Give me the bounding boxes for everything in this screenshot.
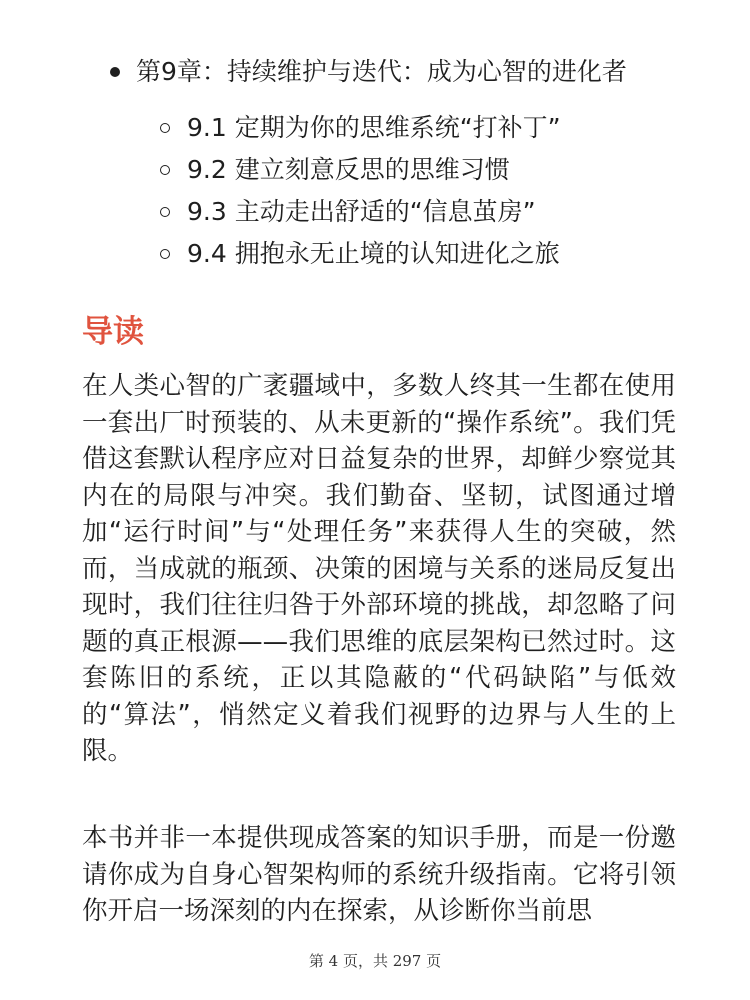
bullet-circle-icon	[160, 165, 170, 175]
section-item	[160, 149, 561, 191]
bullet-circle-icon	[160, 207, 170, 217]
bullet-circle-icon	[160, 123, 170, 133]
section-label: 9.1 定期为你的思维系统“打补丁”	[187, 113, 561, 142]
section-list	[160, 107, 561, 275]
bullet-circle-icon	[160, 249, 170, 259]
chapter-title: 第9章：持续维护与迭代：成为心智的进化者	[136, 57, 627, 86]
chapter-list-item	[110, 52, 627, 92]
bullet-disc-icon	[110, 67, 120, 77]
page-number: 第 4 页，共 297 页	[308, 952, 442, 970]
intro-paragraph: 在人类心智的广袤疆域中，多数人终其一生都在使用一套出厂时预装的、从未更新的“操作系统”。我们凭借这套默认程序应对日益复杂的世界，却鲜少察觉其内在的局限与冲突。我们勤奋、坚韧，试图通过增加“运行时间”与“处理任务”来获得人生的突破，然而，当成就的瓶颈、决策的困境与关系的迷局反复出现时，我们往往归咎于外部环境的挑战，却忽略了问题的真正根源——我们思维的底层架构已然过时。这套陈旧的系统，正以其隐蔽的“代码缺陷”与低效的“算法”，悄然定义着我们视野的边界与人生的上限。	[82, 371, 676, 766]
section-item	[160, 233, 561, 275]
section-label: 9.3 主动走出舒适的“信息茧房”	[187, 197, 536, 226]
intro-heading: 导读	[82, 314, 144, 350]
section-label: 9.2 建立刻意反思的思维习惯	[187, 155, 510, 184]
intro-paragraph: 本书并非一本提供现成答案的知识手册，而是一份邀请你成为自身心智架构师的系统升级指南。它将引领你开启一场深刻的内在探索，从诊断你当前思	[82, 823, 676, 926]
section-item	[160, 107, 561, 149]
section-item	[160, 191, 561, 233]
section-label: 9.4 拥抱永无止境的认知进化之旅	[187, 239, 560, 268]
